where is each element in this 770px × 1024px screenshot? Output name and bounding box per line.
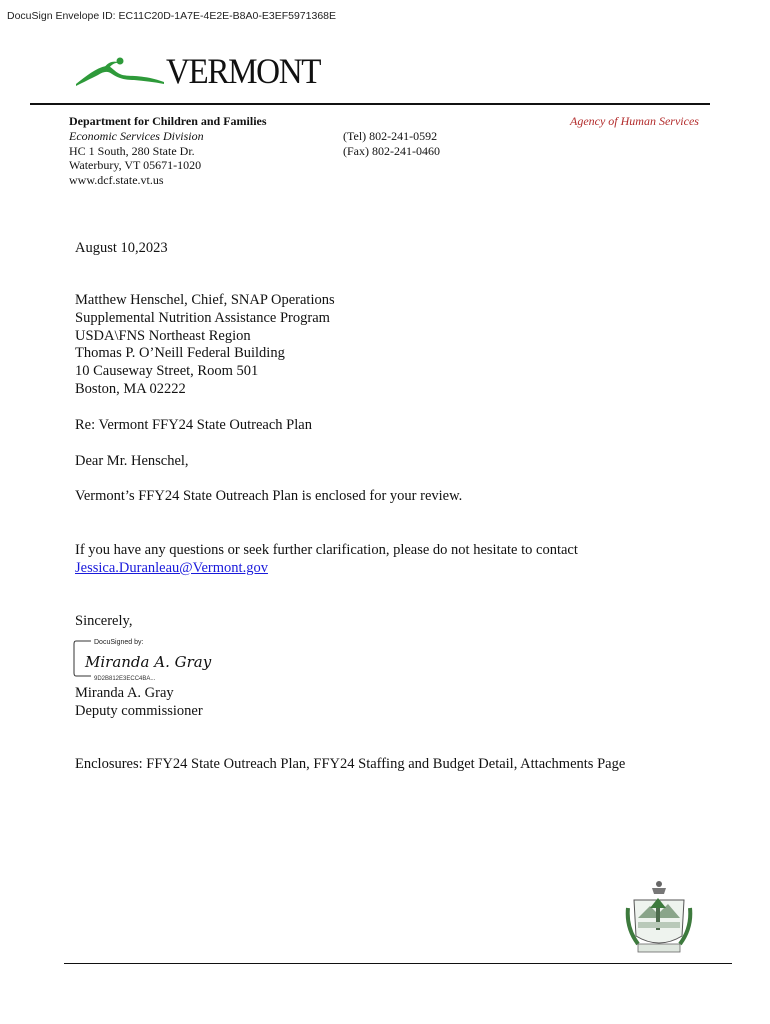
subject-line: Re: Vermont FFY24 State Outreach Plan <box>75 417 312 433</box>
closing: Sincerely, <box>75 613 133 629</box>
department-name: Department for Children and Families <box>69 114 267 128</box>
recipient-line: USDA\FNS Northeast Region <box>75 327 251 344</box>
contact-sentence: If you have any questions or seek further clarification, please do not hesitate to contact <box>75 542 578 558</box>
recipient-line: 10 Causeway Street, Room 501 <box>75 363 259 380</box>
letter-date: August 10,2023 <box>75 240 168 256</box>
address-line-1: HC 1 South, 280 State Dr. <box>69 144 195 158</box>
footer-rule <box>64 963 732 964</box>
salutation: Dear Mr. Henschel, <box>75 453 189 469</box>
body-paragraph-1: Vermont’s FFY24 State Outreach Plan is enclosed for your review. <box>75 488 463 504</box>
recipient-line: Boston, MA 02222 <box>75 380 186 397</box>
vermont-seal-icon <box>624 878 694 958</box>
website: www.dcf.state.vt.us <box>69 173 164 187</box>
header-rule <box>30 103 710 105</box>
signer-name: Miranda A. Gray <box>75 685 174 701</box>
signer-title: Deputy commissioner <box>75 703 203 719</box>
docusigned-label: DocuSigned by: <box>94 639 144 646</box>
recipient-line: Matthew Henschel, Chief, SNAP Operations <box>75 292 335 308</box>
vermont-wordmark: VERMONT <box>166 51 321 91</box>
fax-number: (Fax) 802-241-0460 <box>343 144 440 158</box>
telephone: (Tel) 802-241-0592 <box>343 129 438 143</box>
contact-email-link[interactable]: Jessica.Duranleau@Vermont.gov <box>75 559 268 576</box>
recipient-line: Thomas P. O’Neill Federal Building <box>75 345 285 362</box>
body-paragraph-2 <box>75 542 675 578</box>
handwritten-signature: Miranda A. Gray <box>85 653 212 671</box>
recipient-line: Supplemental Nutrition Assistance Program <box>75 309 330 326</box>
address-line-2: Waterbury, VT 05671-1020 <box>69 158 202 172</box>
vermont-mountain-logo <box>74 56 166 88</box>
agency-name: Agency of Human Services <box>570 114 699 128</box>
signature-hash: 9D2B812E3ECC4BA... <box>94 676 156 682</box>
enclosures-line: Enclosures: FFY24 State Outreach Plan, FFY24 Staffing and Budget Detail, Attachments Page <box>75 756 626 772</box>
recipient-address <box>75 292 335 399</box>
docusign-envelope-id: DocuSign Envelope ID: EC11C20D-1A7E-4E2E-B8A0-E3EF5971368E <box>7 10 336 22</box>
docusign-signature-block <box>73 637 213 683</box>
division-name: Economic Services Division <box>69 129 204 143</box>
